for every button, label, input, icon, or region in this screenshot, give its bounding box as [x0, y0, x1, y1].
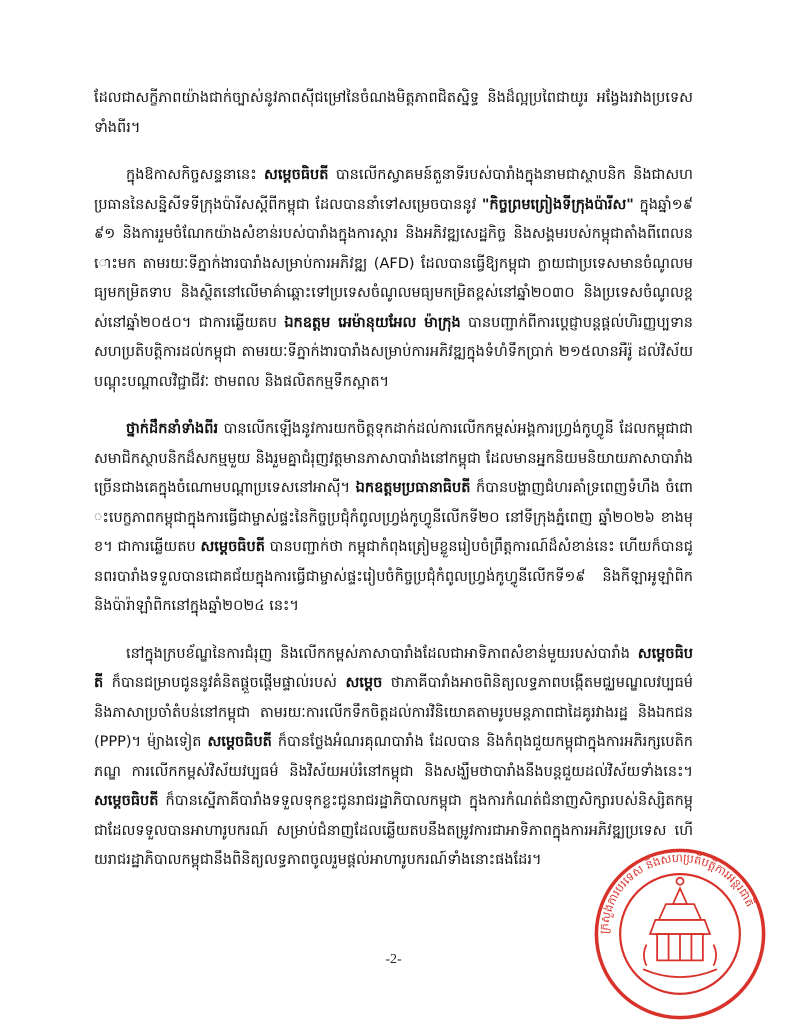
text-segment: បានលើកឡើងនូវការយកចិត្តទុកដាក់ដល់ការលើកកម្ពស់អង្គការហ្វ្រង់កូហ្វូនី ដែលកម្ពុជាជាសមាជិកស្ថាបនិកដ៏សកម្មមួយ និងរួមគ្នាជំរុញវត្តមានភាសាបារាំងនៅកម្ពុជា ដែលមានអ្នកនិយមនិយាយភាសាបារាំងច្រើនជាងគេក្នុងចំណោមបណ្តាប្រទេសនៅអាស៊ី។ — [94, 421, 693, 496]
text-segment: បានបញ្ជាក់ពីការប្តេជ្ញាបន្តផ្តល់ហិរញ្ញប្បទានសហប្រតិបត្តិការដល់កម្ពុជា តាមរយៈទីភ្នាក់ងារបារាំងសម្រាប់ការអភិវឌ្ឍក្នុងទំហំទឹកប្រាក់ ២១៥លានអឺរ៉ូ ដល់វិស័យបណ្តុះបណ្តាលវិជ្ជាជីវៈ ថាមពល និងផលិតកម្មទឹកស្អាត។ — [94, 314, 693, 390]
text-segment: ក្នុងឱកាសកិច្ចសន្ទនានេះ — [126, 167, 265, 183]
page-number: -2- — [385, 952, 402, 967]
text-segment: បានបញ្ជាក់ថា កម្ពុជាកំពុងត្រៀមខ្លួនរៀបចំព្រឹត្តការណ៍ដ៏សំខាន់នេះ ហើយក៏បានជូនពរបារាំងទទួលបានជោគជ័យក្នុងការធ្វើជាម្ចាស់ផ្ទះរៀបចំកិច្ចប្រជុំកំពូលហ្វ្រង់កូហ្វូនីលើកទី១៩ និងកីឡាអូឡាំពិក និងប៉ារ៉ាឡាំពិកនៅក្នុងឆ្នាំ២០២៤ នេះ។ — [94, 539, 693, 614]
bold-text: ឯកឧត្តម អេម៉ានុយអែល ម៉ាក្រុង — [284, 314, 461, 331]
bold-text: ថ្នាក់ដឹកនាំទាំងពីរ — [126, 421, 219, 437]
text-segment: ក្នុងឆ្នាំ១៩៩១ និងការរួមចំណែកយ៉ាងសំខាន់របស់បារាំងក្នុងការស្តារ និងអភិវឌ្ឍសេដ្ឋកិច្ច និងសង្គមរបស់កម្ពុជាតាំងពីពេលនោះមក តាមរយៈទីភ្នាក់ងារបារាំងសម្រាប់ការអភិវឌ្ឍ (AFD) ដែលបានធ្វើឱ្យកម្ពុជា ក្លាយជាប្រទេសមានចំណូលមធ្យមកម្រិតទាប និងស្ថិតនៅលើមាគ៌ាឆ្ពោះទៅប្រទេសចំណូលមធ្យមកម្រិតខ្ពស់នៅឆ្នាំ២០៣០ និងប្រទេសចំណូលខ្ពស់នៅឆ្នាំ២០៥០។ ជាការឆ្លើយតប — [94, 196, 693, 331]
bold-text: សម្តេចធិបតី — [200, 539, 265, 555]
bold-text: សម្តេចធិបតី — [264, 167, 329, 183]
seal-ring-textpath: ក្រសួងការបរទេស និងសហប្រតិបត្តិការអន្តរជាតិ — [596, 850, 758, 935]
bold-text: សម្តេចធិបតី — [94, 793, 159, 809]
text-segment: ដែលជាសក្ខីភាពយ៉ាងជាក់ច្បាស់នូវភាពស៊ីជម្រៅនៃចំណងមិត្តភាពជិតស្និទ្ធ និងដ៏ល្អប្រពៃជាយូរ អង្វែងរវាងប្រទេសទាំងពីរ។ — [94, 90, 693, 136]
bold-text: សម្តេចធិបតី — [94, 645, 693, 691]
paragraph — [94, 84, 693, 143]
bold-text: "កិច្ចព្រមព្រៀងទីក្រុងប៉ារីស" — [481, 196, 634, 213]
text-segment: ក៏បានស្នើភាគីបារាំងទទួលទុកខ្លះជូនរាជរដ្ឋាភិបាលកម្ពុជា ក្នុងការកំណត់ជំនាញសិក្សារបស់និស្សិតកម្ពុជាដែលទទួលបានអាហារូបករណ៍ សម្រាប់ជំនាញដែលឆ្លើយតបនឹងតម្រូវការជាអាទិភាពក្នុងការអភិវឌ្ឍប្រទេស ហើយរាជរដ្ឋាភិបាលកម្ពុជានឹងពិនិត្យលទ្ធភាពចូលរួមផ្តល់អាហារូបករណ៍ទាំងនោះផងដែរ។ — [94, 793, 693, 868]
paragraph — [94, 640, 693, 876]
bold-text: ឯកឧត្តមប្រធានាធិបតី — [355, 480, 471, 496]
bold-text: សម្តេច — [345, 675, 383, 691]
official-seal-stamp — [592, 846, 768, 1022]
text-segment: ក៏បានថ្លែងអំណរគុណបារាំង ដែលបាន និងកំពុងជួយកម្ពុជាក្នុងការអភិរក្សបេតិកភណ្ឌ ការលើកកម្ពស់វិស័យវប្បធម៌ និងវិស័យអប់រំនៅកម្ពុជា និងសង្ឃឹមថាបារាំងនឹងបន្តជួយដល់វិស័យទាំងនេះ។ — [94, 734, 693, 780]
text-segment: ក៏បានជម្រាបជូននូវគំនិតផ្តួចផ្តើមផ្ទាល់របស់ — [103, 675, 346, 691]
text-segment: នៅក្នុងក្របខ័ណ្ឌនៃការជំរុញ និងលើកកម្ពស់ភាសាបារាំងដែលជាអាទិភាពសំខាន់មួយរបស់បារាំង — [126, 645, 638, 662]
document-body — [94, 84, 693, 876]
text-segment: ថាភាគីបារាំងអាចពិនិត្យលទ្ធភាពបង្កើតមជ្ឈមណ្ឌលវប្បធម៌ និងភាសាប្រចាំតំបន់នៅកម្ពុជា តាមរយៈការលើកទឹកចិត្តដល់ការវិនិយោគតាមរូបមន្តភាពជាដៃគូរវាងរដ្ឋ និងឯកជន(PPP)។ ម៉្យាងទៀត — [94, 675, 693, 750]
text-segment: ក៏បានបង្ហាញជំហរគាំទ្រពេញទំហឹង ចំពោះបេក្ខភាពកម្ពុជាក្នុងការធ្វើជាម្ចាស់ផ្ទះនៃកិច្ចប្រជុំកំពូលហ្វ្រង់កូហ្វូនីលើកទី២០ នៅទីក្រុងភ្នំពេញ ឆ្នាំ២០២៦ ខាងមុខ។ ជាការឆ្លើយតប — [94, 480, 693, 555]
paragraph — [94, 161, 693, 397]
paragraph — [94, 415, 693, 622]
text-segment: បានលើកស្វាគមន៍តួនាទីរបស់បារាំងក្នុងនាមជាស្ថាបនិក និងជាសហប្រធាននៃសន្និសីទទីក្រុងប៉ារីសស្តីពីកម្ពុជា ដែលបាននាំទៅសម្រេចបាននូវ — [94, 167, 693, 213]
bold-text: សម្តេចធិបតី — [207, 734, 272, 750]
